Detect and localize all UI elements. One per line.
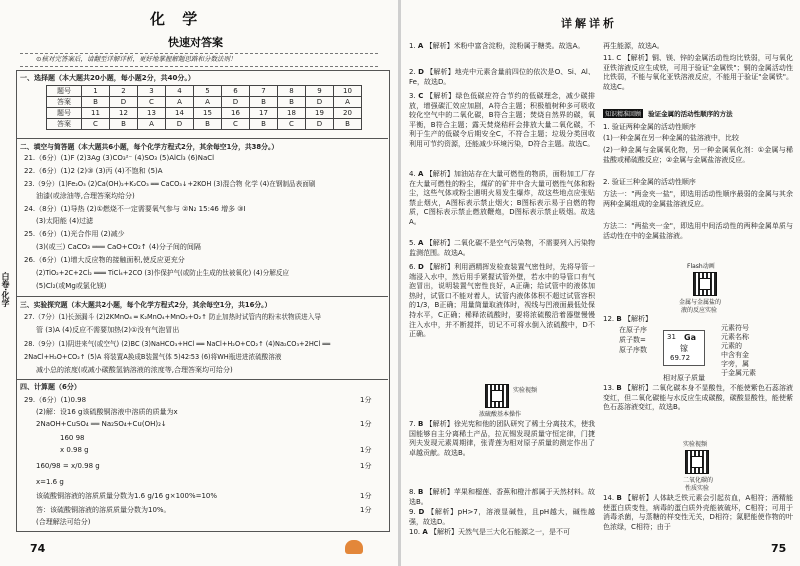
answer-line: (3)太阳能 (4)过滤 (36, 217, 94, 225)
explain-item: 13. B 【解析】二氧化碳本身不显酸性，不能使紫色石蕊溶液变红，但二氧化碳能与水反应生成碳酸，碳酸显酸性，能使紫色石蕊溶液变红，故选B。 (603, 384, 794, 412)
table-cell: C (222, 119, 250, 130)
score-mark: 1分 (360, 446, 372, 454)
page-number: 74 (30, 542, 46, 555)
score-mark: 1分 (360, 396, 372, 404)
table-cell: 题号 (47, 108, 82, 119)
table-cell: D (306, 119, 334, 130)
score-mark: 1分 (360, 462, 372, 470)
qr-label: 浓硫酸基本操作 (479, 411, 522, 418)
table-cell: 13 (138, 108, 166, 119)
element-symbol: Ga (684, 333, 696, 342)
table-row (47, 86, 362, 97)
table-cell: 10 (334, 86, 362, 97)
answer-line: 21.（6分）(1)F (2)3Ag (3)CO₃²⁻ (4)SO₃ (5)AlCl₃ (6)NaCl (24, 154, 215, 162)
table-cell: C (278, 119, 306, 130)
table-cell: 答案 (47, 119, 82, 130)
table-cell: 6 (222, 86, 250, 97)
table-cell: C (82, 119, 110, 130)
section1-heading: 一、选择题（本大题共20小题，每小题2分，共40分。） (20, 74, 195, 82)
table-cell: B (110, 119, 138, 130)
section4-heading: 四、计算题（6分） (20, 383, 81, 391)
explain-item: 14. B 【解析】人体缺乏铁元素会引起贫血，A相符；酒精能使蛋白质变性，病毒的蛋白质外壳能被破坏，C相符；可用于消毒杀菌，与蒸糖的样变性无关，D相符；氮肥能使作物的叶色浓绿，C相符；由于 (603, 494, 793, 531)
answer-line: 22.（6分）(1)2 (2)③ (3)丙 (4)不饱和 (5)A (24, 167, 163, 175)
table-cell: B (250, 97, 278, 108)
explain-item: 1. A 【解析】米粉中富含淀粉，淀粉属于糖类。故选A。 (409, 42, 585, 50)
explain-item: 3. C 【解析】绿色低碳应符合节约的低碳理念，减少碳排放，增强碳汇效应加剧，A符合主题；积极植树种多可吸收较化空气中的二氧化碳，B符合主题；焚烧自然界的碳，氧平衡，B符合主题；露天焚烧秸秆会排放大量二氧化碳，不利于生产的低碳令后期安全C，不符合主题；垃圾分类回收利用可节约资源，还能减少环境污染，D符合主题。故选C。 (409, 92, 595, 148)
right-page-title: 详解详析 (561, 17, 617, 30)
table-row (47, 108, 362, 119)
table-cell: 9 (306, 86, 334, 97)
table-cell: B (82, 97, 110, 108)
knowledge-line: (2)一种金属与金属氧化物，另一种金属氧化剂：①金属与稀盐酸或稀硫酸反应；②金属与金属盐溶液反应。 (603, 146, 793, 164)
element-card (663, 330, 705, 366)
table-cell: 17 (250, 108, 278, 119)
answer-table (46, 85, 362, 130)
answer-line: 26.（6分）(1)增大反应物的接触面积,使反应更充分 (24, 256, 185, 264)
table-cell: B (334, 119, 362, 130)
tip-text: ⊙核对完答案后，请翻至详解详析，更好地掌握解题思路和分数法则！ (36, 55, 237, 63)
answer-line: 27.（7分）(1)长颈漏斗 (2)2KMnO₄ ═ K₂MnO₄+MnO₂+O₂↑ 防止加热时试管内的粉末状物质进入导 (24, 313, 321, 321)
element-left-label: 在原子序 (619, 326, 647, 334)
answer-line: 24.（8分）(1)导热 (2)①燃烧不一定需要氧气参与 ②N₂ 15:46 增多 ③I (24, 205, 246, 213)
table-cell: A (194, 97, 222, 108)
mascot-icon (345, 540, 363, 554)
flash-label: 液的反应实验 (681, 307, 718, 314)
table-cell: 答案 (47, 97, 82, 108)
page-number: 75 (771, 542, 787, 555)
knowledge-title: 验证金属的活动性顺序的方法 (648, 110, 733, 118)
explain-item: 7. B 【解析】徐光宪和他的团队研究了稀土分离技术，使我国能够自主分离稀土产品，拉瓦锡发现质量守恒定律，门捷列夫发现元素周期律，张青莲为相对原子质量的测定作出了卓越贡献。故选B。 (409, 420, 596, 457)
left-page-subtitle: 快速对答案 (168, 36, 223, 49)
table-cell: 12 (110, 108, 138, 119)
table-cell: 8 (278, 86, 306, 97)
table-cell: B (250, 119, 278, 130)
element-right-label: 于金属元素 (721, 369, 756, 377)
tip-bar (20, 53, 378, 67)
element-right-label: 中含有金 (721, 351, 749, 359)
qr-label: 二氧化碳的 (683, 477, 714, 484)
calc-line: 2NaOH+CuSO₄ ══ Na₂SO₄+Cu(OH)₂↓ (36, 420, 167, 428)
flash-label: Flash动画 (687, 263, 715, 270)
table-cell: 4 (166, 86, 194, 97)
element-name: 镓 (680, 344, 688, 353)
atomic-number: 31 (667, 333, 676, 341)
table-cell: 3 (138, 86, 166, 97)
element-caption: 相对原子质量 (663, 374, 705, 382)
section2-heading: 二、填空与简答题（本大题共6小题，每个化学方程式2分，其余每空1分，共38分。） (20, 143, 279, 151)
table-row (47, 97, 362, 108)
knowledge-header (603, 101, 793, 120)
qr-code-icon[interactable] (693, 272, 717, 296)
element-right-label: 元素的 (721, 342, 742, 350)
left-page (0, 0, 398, 566)
element-right-label: 字旁，属 (721, 360, 749, 368)
table-cell: 15 (194, 108, 222, 119)
explain-item: 再生能源，故选A。 (603, 42, 664, 50)
answer-line: (2)TiO₂+2C+2Cl₂ ═══ TiCl₄+2CO (3)作保护气(或防止生成的钛被氧化) (4)分解反应 (36, 269, 290, 277)
table-cell: A (138, 119, 166, 130)
element-right-label: 元素符号 (721, 324, 749, 332)
knowledge-line: 1. 验证两种金属的活动性顺序 (603, 123, 696, 131)
qr-code-icon[interactable] (485, 384, 509, 408)
answer-line: 23.（9分）(1)Fe₂O₃ (2)Ca(OH)₂+K₂CO₃ ══ CaCO₃↓+2KOH (3)混合物 化学 (4)在钢制品表面刷 (24, 180, 316, 188)
divider (16, 138, 388, 139)
table-cell: 18 (278, 108, 306, 119)
answer-line: (5)Cl₂(或Mg或氯化镁) (36, 282, 107, 290)
table-cell: D (222, 97, 250, 108)
answer-line: 油漆(或涂油等,合理答案均给分) (36, 192, 135, 200)
explain-item: 8. B 【解析】苹果和榴莲、香蕉和橙汁都属于天然材料。故选B。 (409, 488, 596, 506)
answer-line: 28.（9分）(1)阴进来气(或空气) (2)BC (3)NaHCO₃+HCl ══ NaCl+H₂O+CO₂↑ (4)Na₂CO₃+2HCl ══ (24, 340, 331, 348)
knowledge-badge: 知识精准回顾 (605, 111, 642, 118)
atomic-mass: 69.72 (670, 354, 691, 362)
qr-label: 性质实验 (685, 485, 710, 492)
answer-line: 管 (3)A (4)反应不需要加热(2)①没有气泡冒出 (36, 326, 180, 334)
knowledge-line: (1)一种金属在另一种金属的盐溶液中，比较 (603, 134, 739, 142)
answer-line: (3)(或三) CaCO₃ ═══ CaO+CO₂↑ (4)分子间的间隔 (36, 243, 201, 251)
table-cell: D (110, 97, 138, 108)
qr-label: 实验视频 (513, 387, 538, 394)
explain-item: 11. C 【解析】铜、镁、锌的金属活动性均比铁弱，可与氧化亚铁溶液反应生成铁，可用于验证"金属铁"；铜的金属活动性比铁弱，不能与氧化亚铁溶液反应，不能用于验证"金属铁"。故选C。 (603, 54, 793, 91)
explain-item: 4. A 【解析】加油站存在大量可燃性的物质，面粉加工厂存在大量可燃性的粉尘，煤矿的矿井中含大量可燃性气体和粉尘，这些气体或粉尘遇明火易发生爆炸，故这些地点应张贴禁止烟火，A图标表示禁止烟火；B图标表示易于自燃的物质，C图标表示禁止燃放鞭炮，D图标表示禁止吸烟。故选A。 (409, 170, 596, 226)
explain-item: 5. A 【解析】二氧化碳不是空气污染物，不需要列入污染物监测范围。故选A。 (409, 239, 596, 257)
calc-line: 160 98 (60, 434, 85, 442)
table-cell: D (306, 97, 334, 108)
table-cell: 14 (166, 108, 194, 119)
calc-line: (2)解：设16 g该硫酸铜溶液中溶质的质量为x (36, 408, 178, 416)
table-cell: 16 (222, 108, 250, 119)
divider (16, 379, 388, 380)
calc-line: (合理解法可给分) (36, 518, 91, 526)
explain-item: 6. D 【解析】利用酒精挥发检查装置气密性时，先将导管一端浸入水中，然后用手紧握试管外壁，若水中的导管口有气泡冒出，说明装置气密性良好，A正确；给试管中的液体加热时，试管口不能对着人，试管内液体体积不超过试管容积的1/3，B正确；用量筒量取液体时，视线与凹液面最低处保持水平，C正确；稀释浓硫酸时，要将浓硫酸沿着器壁慢慢注入水中，并不断搅拌，切记不可将水倒入浓硫酸中，D不正确。 (409, 263, 596, 339)
right-page (401, 0, 800, 566)
calc-line: 29.（6分）(1)0.98 (24, 396, 87, 404)
side-label: 白卷·化学 (1, 272, 10, 308)
table-cell: D (166, 119, 194, 130)
calc-line: 答：该硫酸铜溶液的溶质质量分数为10%。 (36, 506, 171, 514)
explain-item: 2. D 【解析】地壳中元素含量前四位的依次是O、Si、Al、Fe，故选D。 (409, 68, 596, 86)
score-mark: 1分 (360, 492, 372, 500)
table-cell: 7 (250, 86, 278, 97)
table-cell: 1 (82, 86, 110, 97)
score-mark: 1分 (360, 506, 372, 514)
table-cell: 2 (110, 86, 138, 97)
calc-line: x=1.6 g (36, 478, 64, 486)
knowledge-line: 方法一："两金夹一盐"，即选用活动性顺序最弱的金属与其余两种金属组成的金属盐溶液反应。 (603, 190, 793, 208)
table-cell: B (194, 119, 222, 130)
element-right-label: 元素名称 (721, 333, 749, 341)
flash-label: 金属与金属盐的 (679, 299, 722, 306)
knowledge-line: 2. 验证三种金属的活动性顺序 (603, 178, 696, 186)
knowledge-line: 方法二："两盐夹一金"，即选用中间活动性的两种金属单质与活动性在中的金属盐溶液。 (603, 222, 793, 240)
table-cell: B (278, 97, 306, 108)
answer-line: 25.（6分）(1)光合作用 (2)减少 (24, 230, 125, 238)
table-cell: 11 (82, 108, 110, 119)
calc-line: 160/98 = x/0.98 g (36, 462, 100, 470)
calc-line: x 0.98 g (60, 446, 89, 454)
explain-item: 10. A 【解析】天然气是三大化石能源之一，是不可 (409, 528, 571, 536)
table-row (47, 119, 362, 130)
table-cell: C (138, 97, 166, 108)
qr-code-icon[interactable] (685, 450, 709, 474)
table-cell: 5 (194, 86, 222, 97)
score-mark: 1分 (360, 420, 372, 428)
qr-label: 实验视频 (683, 441, 708, 448)
table-cell: 20 (334, 108, 362, 119)
table-cell: 19 (306, 108, 334, 119)
divider (16, 296, 388, 297)
element-left-label: 质子数= (619, 336, 646, 344)
answer-line: 减小总的浓度(或减小碳酸氢钠溶液的浓度等,合理答案均可给分) (36, 366, 233, 374)
explain-item: 9. D 【解析】pH>7，溶液显碱性，且pH越大，碱性越强，故选D。 (409, 508, 595, 526)
question-12: 12. B 【解析】 (603, 315, 652, 323)
table-cell: A (334, 97, 362, 108)
left-page-title: 化 学 (150, 10, 204, 28)
section3-heading: 三、实验探究题（本大题共2小题，每个化学方程式2分，其余每空1分，共16分。） (20, 301, 272, 309)
table-cell: A (166, 97, 194, 108)
calc-line: 该硫酸铜溶液的溶质质量分数为1.6 g/16 g×100%=10% (36, 492, 218, 500)
element-left-label: 原子序数 (619, 346, 647, 354)
answer-line: 2NaCl+H₂O+CO₂↑ (5)A 将装置A换成B装置气体 5)42∶53 (6)将WH瓶进进浓硫酸溶液 (24, 353, 282, 361)
table-cell: 题号 (47, 86, 82, 97)
